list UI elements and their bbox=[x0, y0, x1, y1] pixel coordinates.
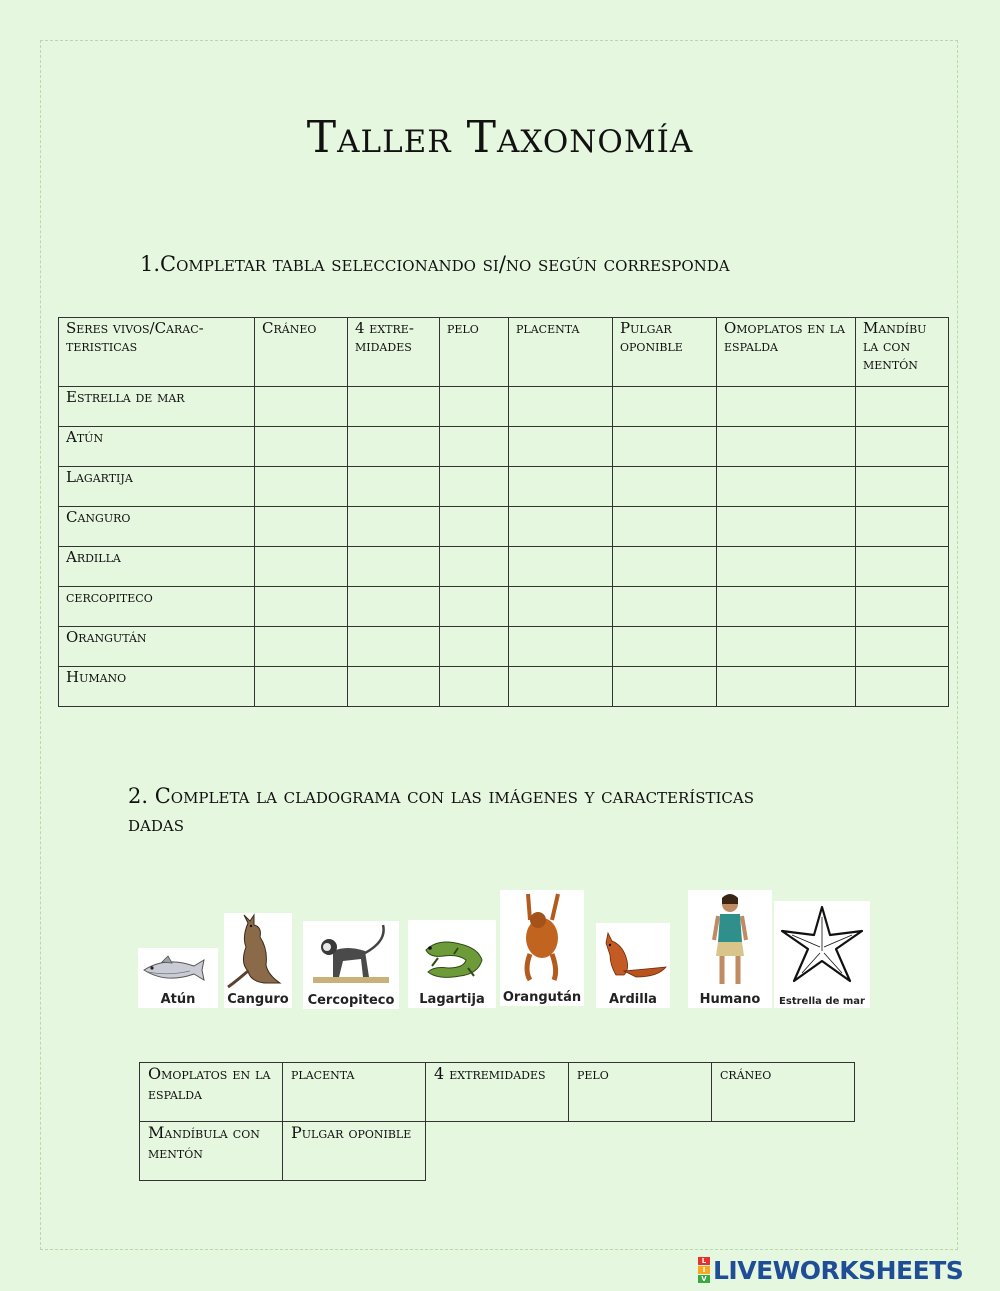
row-label: Estrella de mar bbox=[59, 387, 255, 427]
answer-cell[interactable] bbox=[613, 627, 717, 667]
characteristic-item[interactable]: Mandíbula con mentón bbox=[140, 1122, 283, 1181]
answer-cell[interactable] bbox=[255, 427, 348, 467]
animal-images bbox=[138, 888, 878, 1010]
answer-cell[interactable] bbox=[856, 587, 949, 627]
answer-cell[interactable] bbox=[509, 667, 613, 707]
header-cell: 4 extre-midades bbox=[348, 318, 440, 387]
header-cell: Cráneo bbox=[255, 318, 348, 387]
answer-cell[interactable] bbox=[717, 547, 856, 587]
characteristic-item[interactable]: placenta bbox=[283, 1063, 426, 1122]
answer-cell[interactable] bbox=[255, 507, 348, 547]
answer-cell[interactable] bbox=[440, 427, 509, 467]
table-row bbox=[59, 387, 949, 427]
row-label: Orangután bbox=[59, 627, 255, 667]
logo-block: L bbox=[698, 1257, 710, 1265]
row-label: cercopiteco bbox=[59, 587, 255, 627]
table-row bbox=[59, 507, 949, 547]
answer-cell[interactable] bbox=[509, 387, 613, 427]
answer-cell[interactable] bbox=[440, 667, 509, 707]
answer-cell[interactable] bbox=[348, 387, 440, 427]
animal-card-starfish[interactable] bbox=[774, 901, 870, 1008]
animal-card-kangaroo[interactable] bbox=[224, 913, 292, 1008]
table-row bbox=[59, 427, 949, 467]
animal-label: Estrella de mar bbox=[779, 996, 865, 1007]
characteristic-item[interactable]: Pulgar oponible bbox=[283, 1122, 426, 1181]
answer-cell[interactable] bbox=[717, 507, 856, 547]
row-label: Canguro bbox=[59, 507, 255, 547]
table-row bbox=[59, 587, 949, 627]
table-row bbox=[59, 467, 949, 507]
characteristic-item[interactable]: cráneo bbox=[712, 1063, 855, 1122]
answer-cell[interactable] bbox=[348, 627, 440, 667]
answer-cell[interactable] bbox=[717, 467, 856, 507]
lizard-icon bbox=[408, 920, 496, 990]
header-cell: placenta bbox=[509, 318, 613, 387]
logo-block: I bbox=[698, 1266, 710, 1274]
animal-card-orangutan[interactable] bbox=[500, 890, 584, 1006]
answer-cell[interactable] bbox=[255, 547, 348, 587]
header-cell: Seres vivos/Carac-teristicas bbox=[59, 318, 255, 387]
row-label: Humano bbox=[59, 667, 255, 707]
answer-cell[interactable] bbox=[348, 467, 440, 507]
row-label: Lagartija bbox=[59, 467, 255, 507]
answer-cell[interactable] bbox=[440, 547, 509, 587]
animal-label: Ardilla bbox=[609, 992, 657, 1007]
animal-card-tuna[interactable] bbox=[138, 948, 218, 1008]
answer-cell[interactable] bbox=[613, 587, 717, 627]
human-icon bbox=[688, 890, 772, 990]
animal-card-human[interactable] bbox=[688, 890, 772, 1008]
answer-cell[interactable] bbox=[509, 507, 613, 547]
characteristics-table bbox=[139, 1062, 855, 1181]
answer-cell[interactable] bbox=[856, 427, 949, 467]
table-row bbox=[59, 547, 949, 587]
animal-label: Humano bbox=[699, 992, 761, 1007]
tuna-icon bbox=[138, 948, 218, 992]
empty-cell bbox=[426, 1122, 569, 1181]
animal-label: Orangután bbox=[502, 990, 582, 1005]
empty-cell bbox=[569, 1122, 712, 1181]
answer-cell[interactable] bbox=[348, 427, 440, 467]
starfish-icon bbox=[774, 901, 870, 989]
animal-card-squirrel[interactable] bbox=[596, 923, 670, 1008]
answer-cell[interactable] bbox=[717, 427, 856, 467]
answer-cell[interactable] bbox=[613, 547, 717, 587]
answer-cell[interactable] bbox=[856, 387, 949, 427]
answer-cell[interactable] bbox=[348, 587, 440, 627]
kangaroo-icon bbox=[224, 913, 292, 991]
answer-cell[interactable] bbox=[856, 547, 949, 587]
answer-cell[interactable] bbox=[717, 587, 856, 627]
logo-blocks-icon bbox=[698, 1257, 710, 1283]
answer-cell[interactable] bbox=[255, 627, 348, 667]
answer-cell[interactable] bbox=[255, 587, 348, 627]
answer-cell[interactable] bbox=[856, 627, 949, 667]
empty-cell bbox=[712, 1122, 855, 1181]
answer-cell[interactable] bbox=[255, 467, 348, 507]
answer-cell[interactable] bbox=[509, 547, 613, 587]
characteristic-item[interactable]: pelo bbox=[569, 1063, 712, 1122]
answer-cell[interactable] bbox=[613, 467, 717, 507]
answer-cell[interactable] bbox=[440, 387, 509, 427]
characteristic-item[interactable]: Omoplatos en la espalda bbox=[140, 1063, 283, 1122]
animal-card-lizard[interactable] bbox=[408, 920, 496, 1008]
monkey-icon bbox=[303, 921, 399, 991]
characteristic-item[interactable]: 4 extremidades bbox=[426, 1063, 569, 1122]
animal-label: Cercopiteco bbox=[307, 993, 395, 1008]
answer-cell[interactable] bbox=[440, 587, 509, 627]
answer-cell[interactable] bbox=[348, 667, 440, 707]
answer-cell[interactable] bbox=[440, 467, 509, 507]
header-cell: Omoplatos en la espalda bbox=[717, 318, 856, 387]
answer-cell[interactable] bbox=[856, 467, 949, 507]
header-cell: Pulgar oponible bbox=[613, 318, 717, 387]
orangutan-icon bbox=[500, 890, 584, 986]
header-cell: Mandíbu la con mentón bbox=[856, 318, 949, 387]
answer-cell[interactable] bbox=[348, 507, 440, 547]
answer-cell[interactable] bbox=[509, 627, 613, 667]
answer-cell[interactable] bbox=[255, 667, 348, 707]
table-row bbox=[59, 627, 949, 667]
answer-cell[interactable] bbox=[348, 547, 440, 587]
table-row bbox=[59, 667, 949, 707]
answer-cell[interactable] bbox=[856, 507, 949, 547]
answer-cell[interactable] bbox=[613, 427, 717, 467]
animal-label: Lagartija bbox=[419, 992, 485, 1007]
answer-cell[interactable] bbox=[613, 667, 717, 707]
table-row bbox=[140, 1122, 855, 1181]
row-label: Atún bbox=[59, 427, 255, 467]
animal-card-monkey[interactable] bbox=[303, 921, 399, 1009]
answer-cell[interactable] bbox=[440, 627, 509, 667]
answer-cell[interactable] bbox=[613, 387, 717, 427]
logo-block: V bbox=[698, 1275, 710, 1283]
row-label: Ardilla bbox=[59, 547, 255, 587]
squirrel-icon bbox=[596, 923, 670, 989]
answer-cell[interactable] bbox=[717, 387, 856, 427]
page-title: Taller Taxonomía bbox=[306, 112, 694, 163]
answer-cell[interactable] bbox=[856, 667, 949, 707]
answer-cell[interactable] bbox=[255, 387, 348, 427]
question-2: 2. Completa la cladograma con las imágenes y características dadas bbox=[128, 784, 755, 836]
question-1: 1.Completar tabla seleccionando si/no según corresponda bbox=[140, 252, 730, 276]
logo-text: LIVEWORKSHEETS bbox=[713, 1255, 964, 1285]
classification-table bbox=[58, 317, 949, 707]
answer-cell[interactable] bbox=[509, 427, 613, 467]
answer-cell[interactable] bbox=[509, 467, 613, 507]
answer-cell[interactable] bbox=[717, 627, 856, 667]
liveworksheets-logo[interactable] bbox=[698, 1256, 963, 1284]
answer-cell[interactable] bbox=[613, 507, 717, 547]
answer-cell[interactable] bbox=[717, 667, 856, 707]
answer-cell[interactable] bbox=[509, 587, 613, 627]
table-row bbox=[140, 1063, 855, 1122]
answer-cell[interactable] bbox=[440, 507, 509, 547]
animal-label: Atún bbox=[160, 992, 196, 1007]
animal-label: Canguro bbox=[227, 992, 289, 1007]
table-header-row bbox=[59, 318, 949, 387]
header-cell: pelo bbox=[440, 318, 509, 387]
